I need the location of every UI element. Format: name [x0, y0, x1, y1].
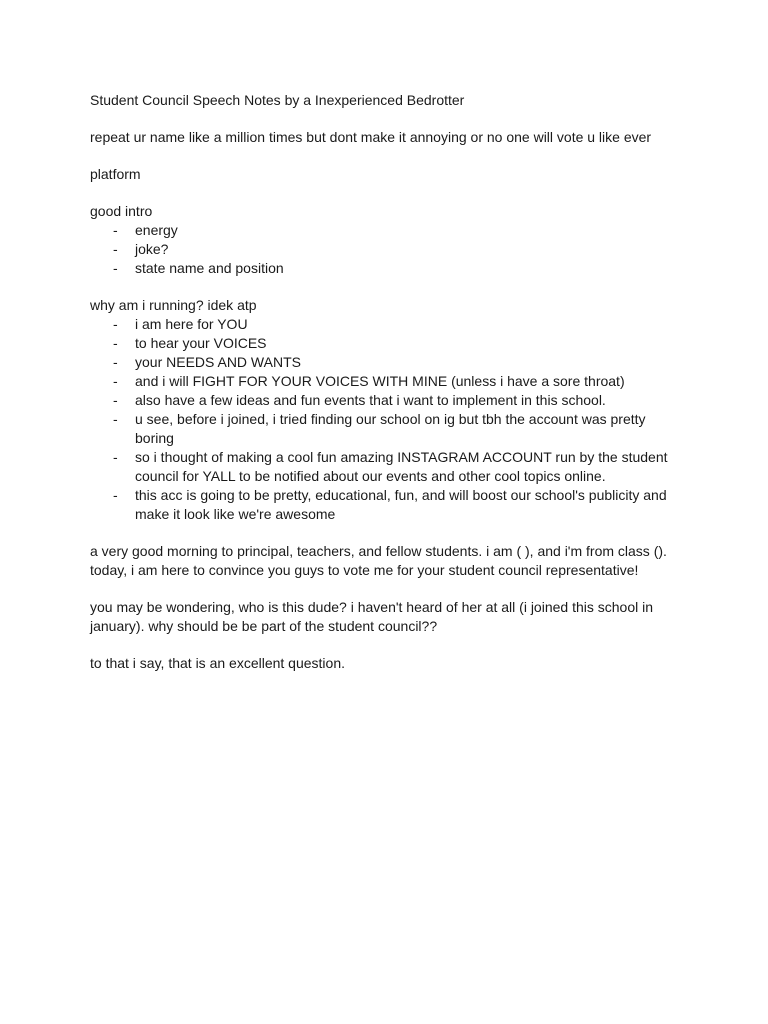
list-item [90, 221, 680, 240]
list-item [90, 353, 680, 372]
list-item-text: so i thought of making a cool fun amazing INSTAGRAM ACCOUNT run by the student council for YALL to be notified about our events and other cool topics online. [135, 449, 668, 484]
list-item-text: i am here for YOU [135, 316, 248, 332]
list-item [90, 259, 680, 278]
list-item-text: u see, before i joined, i tried finding our school on ig but tbh the account was pretty boring [135, 411, 646, 446]
good-intro-list [90, 221, 680, 278]
dash-bullet: - [113, 241, 118, 257]
list-item [90, 486, 680, 524]
list-item [90, 334, 680, 353]
document-title: Student Council Speech Notes by a Inexperienced Bedrotter [90, 92, 465, 108]
speech-paragraph: to that i say, that is an excellent question. [90, 655, 346, 671]
dash-bullet: - [113, 392, 118, 408]
list-item [90, 315, 680, 334]
why-running-list [90, 315, 680, 524]
list-item-text: state name and position [135, 260, 284, 276]
speech-paragraph: you may be wondering, who is this dude? i haven't heard of her at all (i joined this school in january). why should be be part of the student council?? [90, 599, 654, 634]
document-body [90, 91, 680, 691]
dash-bullet: - [113, 411, 118, 427]
list-item-text: this acc is going to be pretty, educational, fun, and will boost our school's publicity and make it look like we're awesome [135, 487, 667, 522]
dash-bullet: - [113, 335, 118, 351]
speech-paragraph: a very good morning to principal, teachers, and fellow students. i am ( ), and i'm from class (). today, i am here to convince you guys to vote me for your student council representative! [90, 543, 667, 578]
why-running-heading: why am i running? idek atp [90, 297, 257, 313]
list-item-text: joke? [135, 241, 169, 257]
good-intro-heading: good intro [90, 203, 153, 219]
list-item-text: to hear your VOICES [135, 335, 267, 351]
list-item [90, 410, 680, 448]
dash-bullet: - [113, 373, 118, 389]
list-item [90, 372, 680, 391]
list-item-text: also have a few ideas and fun events that i want to implement in this school. [135, 392, 606, 408]
dash-bullet: - [113, 354, 118, 370]
list-item [90, 448, 680, 486]
list-item-text: your NEEDS AND WANTS [135, 354, 301, 370]
dash-bullet: - [113, 449, 118, 465]
dash-bullet: - [113, 316, 118, 332]
list-item [90, 391, 680, 410]
note-repeat-name: repeat ur name like a million times but dont make it annoying or no one will vote u like ever [90, 129, 652, 145]
dash-bullet: - [113, 222, 118, 238]
list-item-text: energy [135, 222, 178, 238]
dash-bullet: - [113, 260, 118, 276]
list-item-text: and i will FIGHT FOR YOUR VOICES WITH MINE (unless i have a sore throat) [135, 373, 625, 389]
list-item [90, 240, 680, 259]
platform-label: platform [90, 166, 141, 182]
dash-bullet: - [113, 487, 118, 503]
